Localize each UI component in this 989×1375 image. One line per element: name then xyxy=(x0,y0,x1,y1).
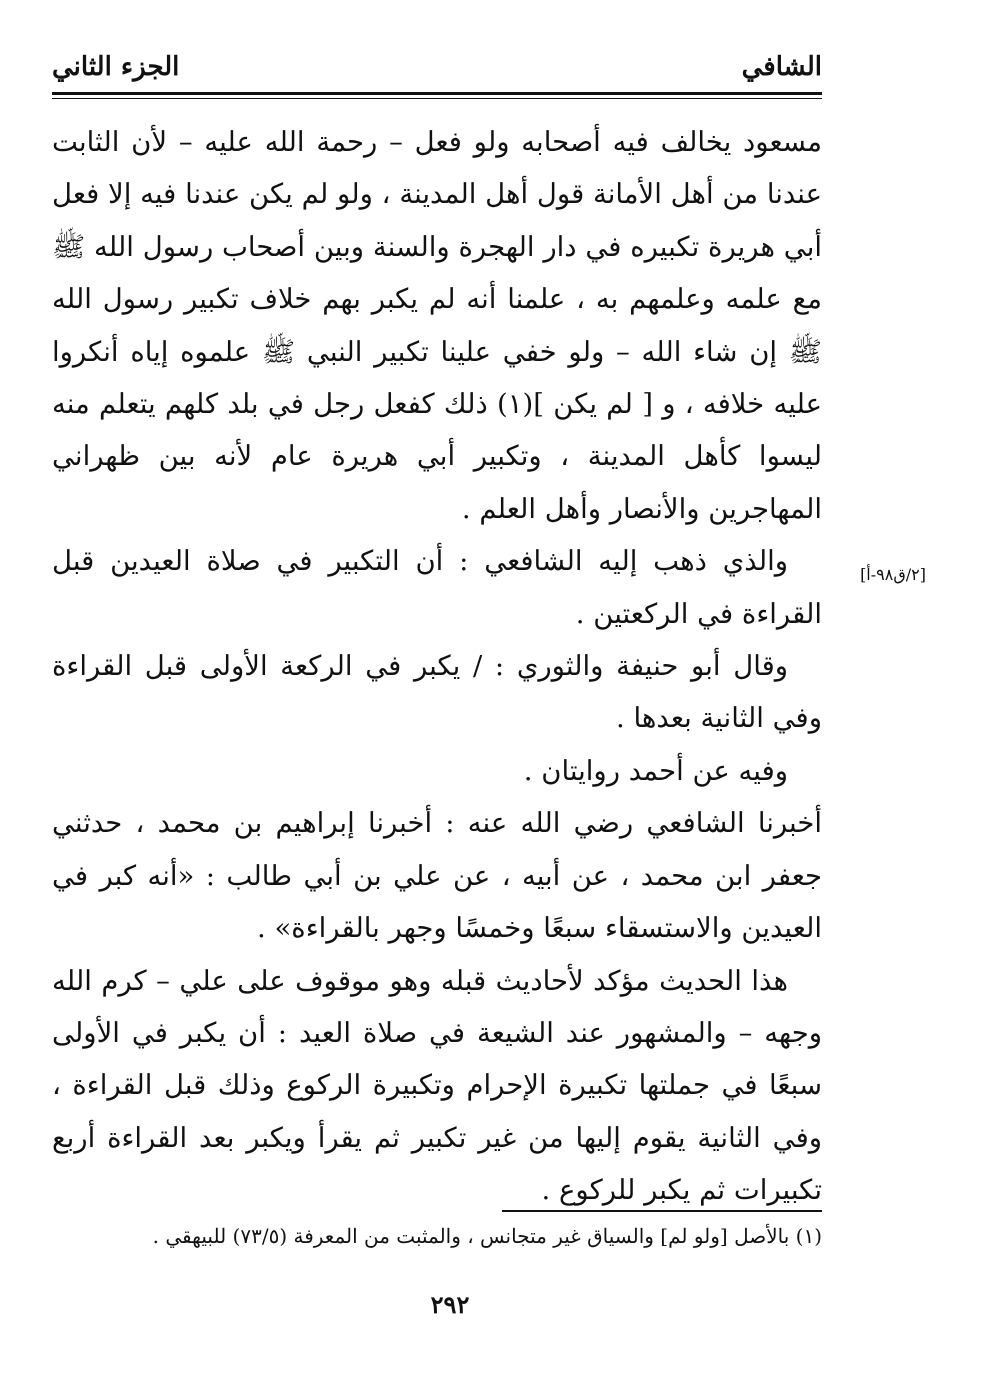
paragraph: هذا الحديث مؤكد لأحاديث قبله وهو موقوف على علي – كرم الله وجهه – والمشهور عند الشيعة في صلاة العيد : أن يكبر في الأولى سبعًا في جملتها تكبيرة الإحرام وتكبيرة الركوع وذلك قبل القراءة ، وفي الثانية يقوم إليها من غير تكبير ثم يقرأ ويكبر بعد القراءة أربع تكبيرات ثم يكبر للركوع . xyxy=(52,964,822,1207)
main-text xyxy=(52,116,822,1217)
page-number: ٢٩٢ xyxy=(430,1290,470,1319)
header-rule-thick xyxy=(52,92,822,95)
paragraph: وقال أبو حنيفة والثوري : / يكبر في الركعة الأولى قبل القراءة وفي الثانية بعدها . xyxy=(52,650,822,735)
header-rule-thin xyxy=(52,98,822,99)
footnote: (١) بالأصل [ولو لم] والسياق غير متجانس ، والمثبت من المعرفة (٧٣/٥) للبيهقي . xyxy=(152,1224,822,1248)
running-header xyxy=(52,52,822,88)
volume-label: الجزء الثاني xyxy=(52,52,180,82)
paragraph: وفيه عن أحمد روايتان . xyxy=(523,754,788,787)
footnote-rule xyxy=(502,1210,822,1212)
book-title: الشافي xyxy=(741,52,822,82)
paragraph: مسعود يخالف فيه أصحابه ولو فعل – رحمة الله عليه – لأن الثابت عندنا من أهل الأمانة قول أهل المدينة ، ولو لم يكن عندنا فيه إلا فعل أبي هريرة تكبيره في دار الهجرة والسنة وبين أصحاب رسول الله ﷺ مع علمه وعلمهم به ، علمنا أنه لم يكبر بهم خلاف تكبير رسول الله ﷺ إن شاء الله – ولو خفي علينا تكبير النبي ﷺ علموه إياه أنكروا عليه خلافه ، و [ لم يكن ](١) ذلك كفعل رجل في بلد كلهم يتعلم منه ليسوا كأهل المدينة ، وتكبير أبي هريرة عام لأنه بين ظهراني المهاجرين والأنصار وأهل العلم . xyxy=(52,126,822,525)
manuscript-folio-note: [٢/ق٩٨-أ] xyxy=(860,565,926,584)
paragraph: والذي ذهب إليه الشافعي : أن التكبير في صلاة العيدين قبل القراءة في الركعتين . xyxy=(52,545,822,630)
paragraph: أخبرنا الشافعي رضي الله عنه : أخبرنا إبراهيم بن محمد ، حدثني جعفر ابن محمد ، عن أبيه ، عن علي بن أبي طالب : «أنه كبر في العيدين والاستسقاء سبعًا وخمسًا وجهر بالقراءة» . xyxy=(52,807,822,945)
